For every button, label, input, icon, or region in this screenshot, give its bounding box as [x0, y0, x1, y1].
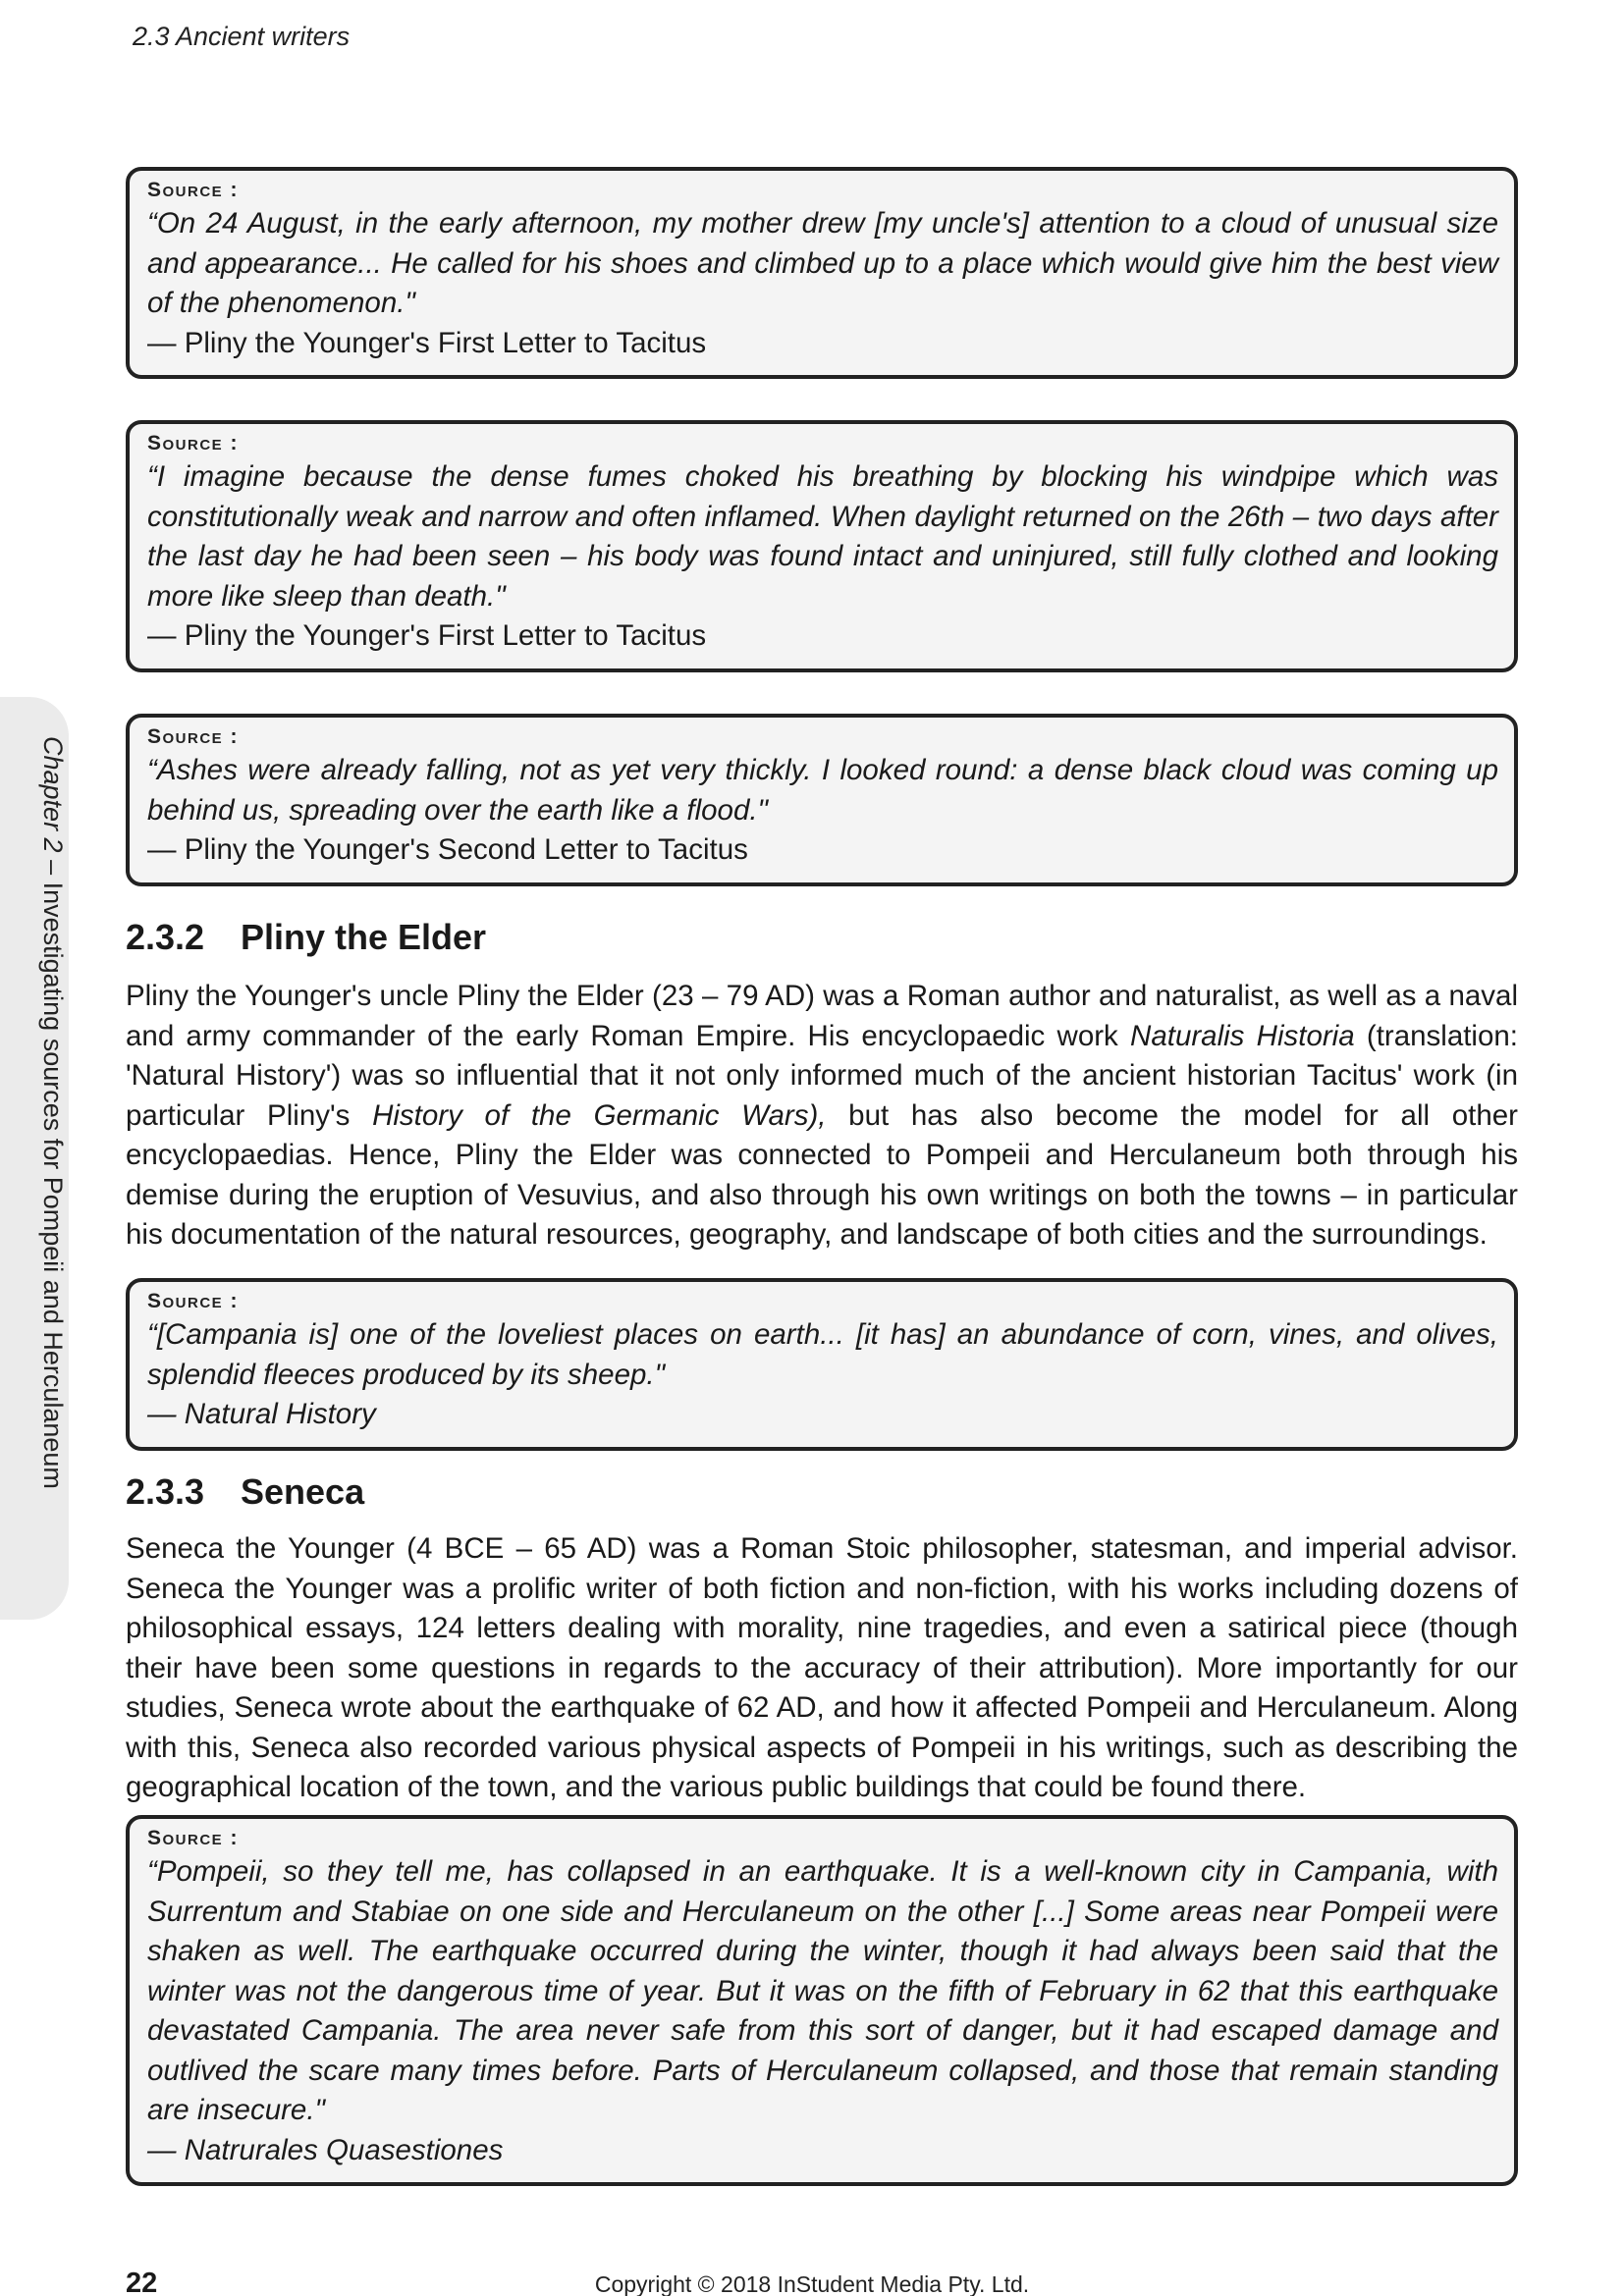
- chapter-title: – Investigating sources for Pompeii and Herculaneum: [38, 852, 68, 1489]
- source-attribution: — Pliny the Younger's Second Letter to Tacitus: [147, 833, 748, 866]
- section-body: Seneca the Younger (4 BCE – 65 AD) was a Roman Stoic philosopher, statesman, and imperial advisor. Seneca the Younger was a prolific writer of both fiction and non-fiction, with his works including dozens of philosophical essays, 124 letters dealing with morality, nine tragedies, and even a satirical piece (though their have been some questions in regards to the accuracy of their attribution). More importantly for our studies, Seneca wrote about the earthquake of 62 AD, and how it affected Pompeii and Herculaneum. Along with this, Seneca also recorded various physical aspects of Pompeii in his writings, such as describing the geographical location of the town, and the various public buildings that could be found there.: [126, 1532, 1518, 1803]
- source-attribution: — Pliny the Younger's First Letter to Tacitus: [147, 326, 707, 359]
- source-label: Source :: [147, 432, 240, 454]
- source-label: Source :: [147, 1827, 240, 1849]
- running-head: 2.3 Ancient writers: [133, 22, 351, 51]
- source-quote: “On 24 August, in the early afternoon, my mother drew [my uncle's] attention to a cloud of unusual size and appearance... He called for his shoes and climbed up to a place which would give him the best view of the phenomenon.": [147, 207, 1498, 319]
- section-title: Seneca: [241, 1471, 365, 1512]
- body-text-run: but has also become the model for all other encyclopaedias. Hence, Pliny the Elder was connected to Pompeii and Herculaneum both through his demise during the eruption of Vesuvius, and also through his own writings on both the towns – in particular his documentation of the natural resources, geography, and landscape of both cities and the surroundings.: [126, 1098, 1518, 1251]
- work-title: Naturalis Historia: [1130, 1019, 1355, 1052]
- source-box: [126, 420, 1518, 672]
- source-label: Source :: [147, 179, 240, 201]
- body-text-run: (translation: 'Natural History') was so influential that it not only informed much of the ancient historian Tacitus' work (in particular Pliny's: [126, 1019, 1518, 1132]
- section-title: Pliny the Elder: [241, 917, 487, 957]
- source-attribution: — Natrurales Quasestiones: [147, 2133, 504, 2166]
- source-box: [126, 167, 1518, 379]
- section-heading: [126, 917, 486, 958]
- source-label: Source :: [147, 725, 240, 748]
- source-quote: “I imagine because the dense fumes choked his breathing by blocking his windpipe which was constitutionally weak and narrow and often inflamed. When daylight returned on the 26th – two days after the last day he had been seen – his body was found intact and uninjured, still fully clothed and looking more like sleep than death.": [147, 460, 1498, 613]
- source-box: [126, 1815, 1518, 2186]
- page-number: 22: [126, 2268, 158, 2296]
- chapter-side-label: [37, 736, 68, 1489]
- source-box: [126, 1278, 1518, 1451]
- chapter-label: Chapter 2: [38, 736, 68, 853]
- section-number: 2.3.2: [126, 917, 205, 957]
- source-quote: “Pompeii, so they tell me, has collapsed in an earthquake. It is a well-known city in Campania, with Surrentum and Stabiae on one side and Herculaneum on the other [...] Some areas near Pompeii were shaken as well. The earthquake occurred during the winter, though it had always been said that the winter was not the dangerous time of year. But it was on the fifth of February in 62 that this earthquake devastated Campania. The area never safe from this sort of danger, but it had escaped damage and outlived the scare many times before. Parts of Herculaneum collapsed, and those that remain standing are insecure.": [147, 1855, 1498, 2126]
- section-heading: [126, 1471, 364, 1513]
- copyright-notice: Copyright © 2018 InStudent Media Pty. Ltd.: [594, 2271, 1030, 2296]
- source-attribution: — Pliny the Younger's First Letter to Tacitus: [147, 619, 707, 652]
- source-quote: “Ashes were already falling, not as yet very thickly. I looked round: a dense black cloud was coming up behind us, spreading over the earth like a flood.": [147, 754, 1498, 827]
- source-attribution: — Natural History: [147, 1398, 376, 1430]
- source-label: Source :: [147, 1290, 240, 1312]
- source-box: [126, 714, 1518, 886]
- body-text-run: Pliny the Younger's uncle Pliny the Elder (23 – 79 AD) was a Roman author and naturalist, as well as a naval and army commander of the early Roman Empire. His encyclopaedic work: [126, 980, 1518, 1052]
- section-body: [126, 977, 1518, 1255]
- work-title: History of the Germanic Wars),: [372, 1098, 827, 1132]
- section-number: 2.3.3: [126, 1471, 205, 1512]
- source-quote: “[Campania is] one of the loveliest places on earth... [it has] an abundance of corn, vines, and olives, splendid fleeces produced by its sheep.": [147, 1318, 1498, 1391]
